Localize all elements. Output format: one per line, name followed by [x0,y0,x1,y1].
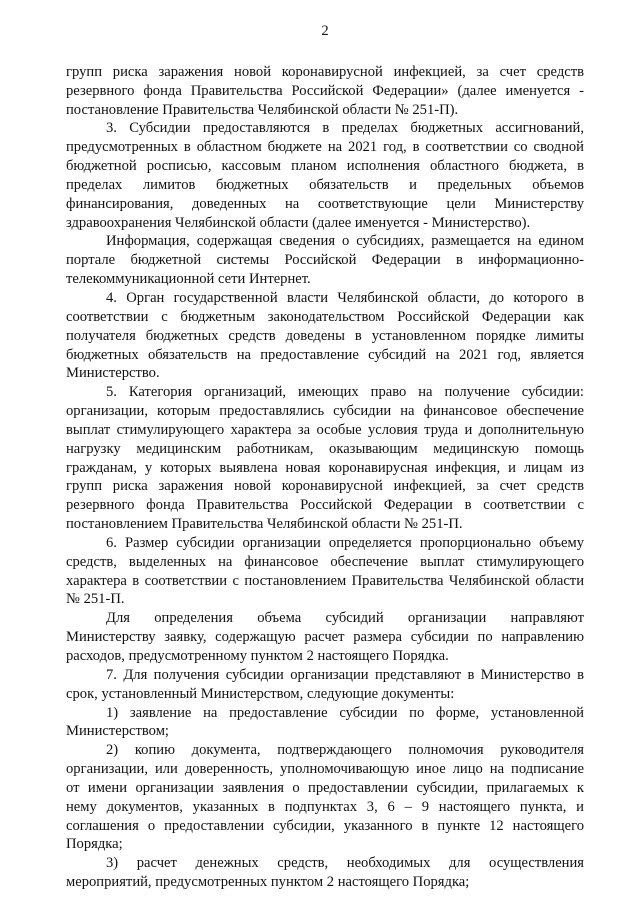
text-line: 3. Субсидии предоставляются в пределах бюджетных ассигнований, [106,120,584,137]
document-body [66,63,584,892]
text-line: финансирования, доведенных на соответствующие цели Министерству [66,195,584,212]
text-line: нему документов, указанных в подпунктах 3, 6 – 9 настоящего пункта, и [66,798,584,815]
text-line: Информация, содержащая сведения о субсидиях, размещается на едином [106,233,584,250]
page-number: 2 [321,23,329,39]
text-line: мероприятий, предусмотренных пунктом 2 настоящего Порядка; [66,874,470,891]
text-line: резервного фонда Правительства Российской Федерации» (далее именуется - [66,82,584,99]
text-line: нагрузку медицинским работникам, оказывающим медицинскую помощь [66,440,584,457]
text-line: бюджетных обязательств на предоставление субсидий на 2021 год, является [66,346,584,363]
text-line: 7. Для получения субсидии организации представляют в Министерство в [106,666,584,683]
text-line: предусмотренных в областном бюджете на 2021 год, в соответствии со сводной [66,139,584,156]
text-line: Для определения объема субсидий организации направляют [106,610,584,627]
document-page [66,22,584,892]
text-line: 4. Орган государственной власти Челябинской области, до которого в [106,289,584,306]
text-line: 1) заявление на предоставление субсидии по форме, установленной [106,704,584,721]
text-line: бюджетной росписью, кассовым планом исполнения областного бюджета, в [66,158,584,175]
text-line: Порядка; [66,836,123,853]
text-line: характера в соответствии с постановлением Правительства Челябинской области [66,572,584,589]
text-line: групп риска заражения новой коронавирусной инфекцией, за счет средств [66,478,584,495]
text-line: № 251-П. [66,591,125,608]
text-line: организации, которым предоставлялись субсидии на финансовое обеспечение [66,403,584,420]
text-line: пределах лимитов бюджетных обязательств и предельных объемов [66,176,584,193]
text-line: выплат стимулирующего характера за особые условия труда и дополнительную [66,421,584,438]
text-line: постановлением Правительства Челябинской области № 251-П. [66,516,463,533]
text-line: телекоммуникационной сети Интернет. [66,271,311,288]
text-line: 6. Размер субсидии организации определяется пропорционально объему [106,534,584,551]
text-line: от имени организации заявления о предоставлении субсидии, прилагаемых к [66,779,584,796]
text-line: портале бюджетной системы Российской Федерации в информационно- [66,252,584,269]
text-line: расходов, предусмотренному пунктом 2 настоящего Порядка. [66,648,449,664]
text-line: 5. Категория организаций, имеющих право на получение субсидии: [106,384,584,401]
text-line: средств, выделенных на финансовое обеспечение выплат стимулирующего [66,553,584,570]
text-line: 2) копию документа, подтверждающего полномочия руководителя [106,742,584,759]
text-line: 3) расчет денежных средств, необходимых для осуществления [106,855,584,872]
text-line: Министерством; [66,723,169,740]
text-line: постановление Правительства Челябинской области № 251-П). [66,101,459,118]
text-line: резервного фонда Правительства Российской Федерации в соответствии с [66,497,584,514]
text-line: срок, установленный Министерством, следующие документы: [66,685,455,702]
text-line: получателя бюджетных средств доведены в установленном порядке лимиты [66,327,584,344]
text-line: соответствии с бюджетным законодательством Российской Федерации как [66,308,584,325]
text-line: гражданам, у которых выявлена новая коронавирусная инфекция, и лицам из [66,459,584,476]
text-line: организации, или доверенность, уполномочивающую иное лицо на подписание [66,761,584,778]
text-line: Министерство. [66,365,160,382]
text-line: Министерству заявку, содержащую расчет размера субсидии по направлению [66,629,584,646]
text-line: соглашения о предоставлении субсидии, указанного в пункте 12 настоящего [66,817,584,834]
text-line: здравоохранения Челябинской области (далее именуется - Министерство). [66,214,531,231]
text-line: групп риска заражения новой коронавирусной инфекцией, за счет средств [66,63,584,80]
